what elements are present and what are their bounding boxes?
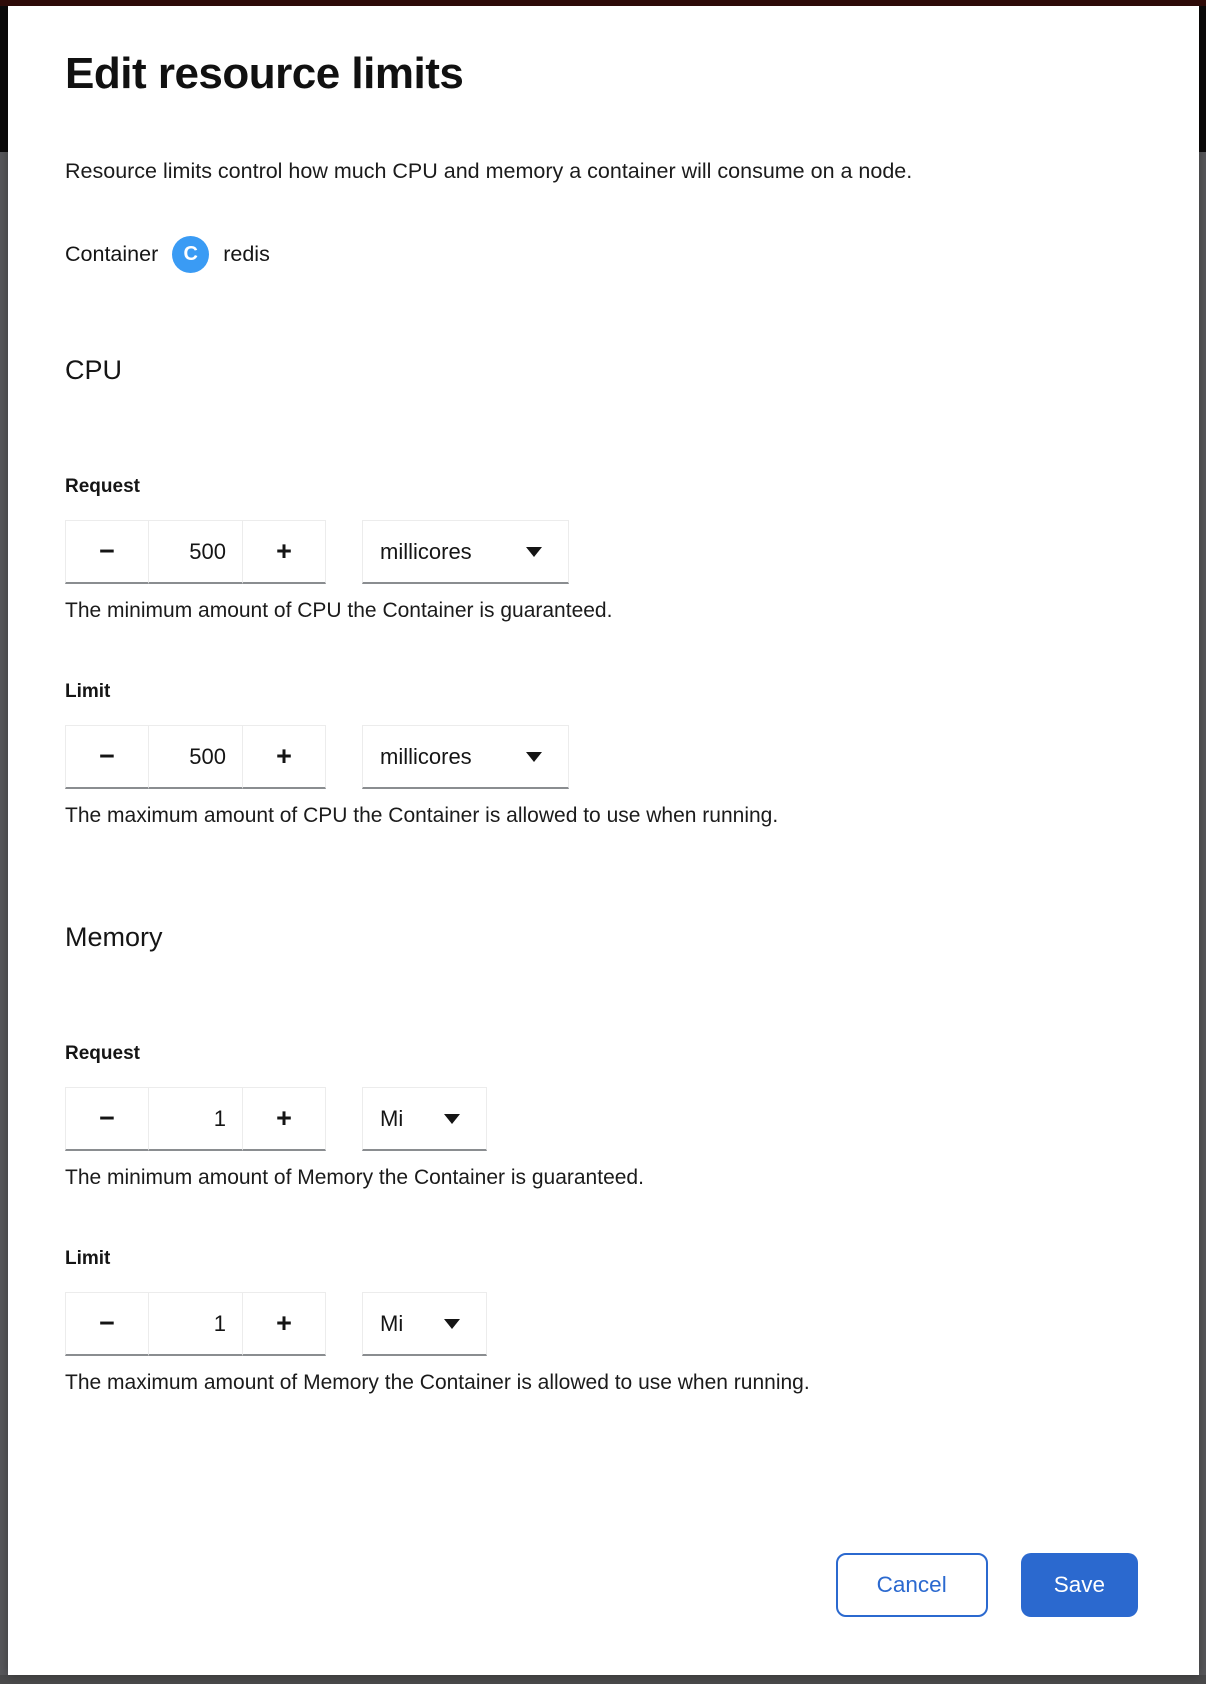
cancel-button[interactable]: Cancel <box>836 1553 988 1617</box>
minus-button[interactable]: − <box>65 1292 149 1356</box>
plus-button[interactable]: + <box>242 520 326 584</box>
cpu-request-helper: The minimum amount of CPU the Container is guaranteed. <box>65 599 613 622</box>
unit-select-value: millicores <box>380 538 472 564</box>
section-heading-cpu: CPU <box>65 355 123 385</box>
unit-select-value: Mi <box>380 1105 404 1131</box>
memory-limit-value-input[interactable] <box>148 1292 243 1356</box>
memory-request-label: Request <box>65 1043 140 1064</box>
cpu-request-number-input <box>65 520 326 584</box>
unit-select-value: millicores <box>380 743 472 769</box>
cpu-limit-controls <box>65 725 1138 789</box>
caret-down-icon <box>444 1319 460 1329</box>
minus-button[interactable]: − <box>65 520 149 584</box>
memory-limit-label: Limit <box>65 1248 111 1269</box>
modal-title: Edit resource limits <box>65 49 464 98</box>
caret-down-icon <box>526 547 542 557</box>
backdrop-right-dark-cap <box>1199 6 1206 152</box>
container-label: Container <box>65 242 159 266</box>
cpu-request-unit-select[interactable] <box>362 520 569 584</box>
container-row <box>65 236 1138 273</box>
memory-request-unit-select[interactable] <box>362 1087 487 1151</box>
unit-select-value: Mi <box>380 1310 404 1336</box>
cpu-request-value-input[interactable] <box>148 520 243 584</box>
plus-button[interactable]: + <box>242 1292 326 1356</box>
cpu-request-controls <box>65 520 1138 584</box>
memory-limit-number-input <box>65 1292 326 1356</box>
memory-request-helper: The minimum amount of Memory the Container is guaranteed. <box>65 1166 644 1189</box>
section-heading-memory: Memory <box>65 922 163 952</box>
caret-down-icon <box>444 1114 460 1124</box>
plus-button[interactable]: + <box>242 1087 326 1151</box>
modal-description: Resource limits control how much CPU and memory a container will consume on a node. <box>65 159 913 183</box>
cpu-limit-value-input[interactable] <box>148 725 243 789</box>
memory-limit-controls <box>65 1292 1138 1356</box>
memory-limit-unit-select[interactable] <box>362 1292 487 1356</box>
cpu-limit-helper: The maximum amount of CPU the Container is allowed to use when running. <box>65 804 779 827</box>
memory-request-value-input[interactable] <box>148 1087 243 1151</box>
memory-request-controls <box>65 1087 1138 1151</box>
minus-button[interactable]: − <box>65 1087 149 1151</box>
edit-resource-limits-modal <box>8 6 1199 1675</box>
minus-button[interactable]: − <box>65 725 149 789</box>
memory-request-number-input <box>65 1087 326 1151</box>
plus-button[interactable]: + <box>242 725 326 789</box>
cpu-limit-unit-select[interactable] <box>362 725 569 789</box>
cpu-request-label: Request <box>65 476 140 497</box>
backdrop-bottom-strip <box>0 1675 1206 1684</box>
container-kind-badge: C <box>172 236 209 273</box>
memory-limit-helper: The maximum amount of Memory the Container is allowed to use when running. <box>65 1371 810 1394</box>
cpu-limit-label: Limit <box>65 681 111 702</box>
cpu-limit-number-input <box>65 725 326 789</box>
modal-footer <box>65 1553 1138 1617</box>
save-button[interactable]: Save <box>1021 1553 1138 1617</box>
backdrop-top-strip <box>0 0 1206 6</box>
backdrop-left-strip <box>0 6 8 1675</box>
caret-down-icon <box>526 752 542 762</box>
backdrop-right-strip <box>1199 6 1206 1675</box>
backdrop-left-dark-cap <box>0 6 8 152</box>
container-name: redis <box>223 242 270 266</box>
